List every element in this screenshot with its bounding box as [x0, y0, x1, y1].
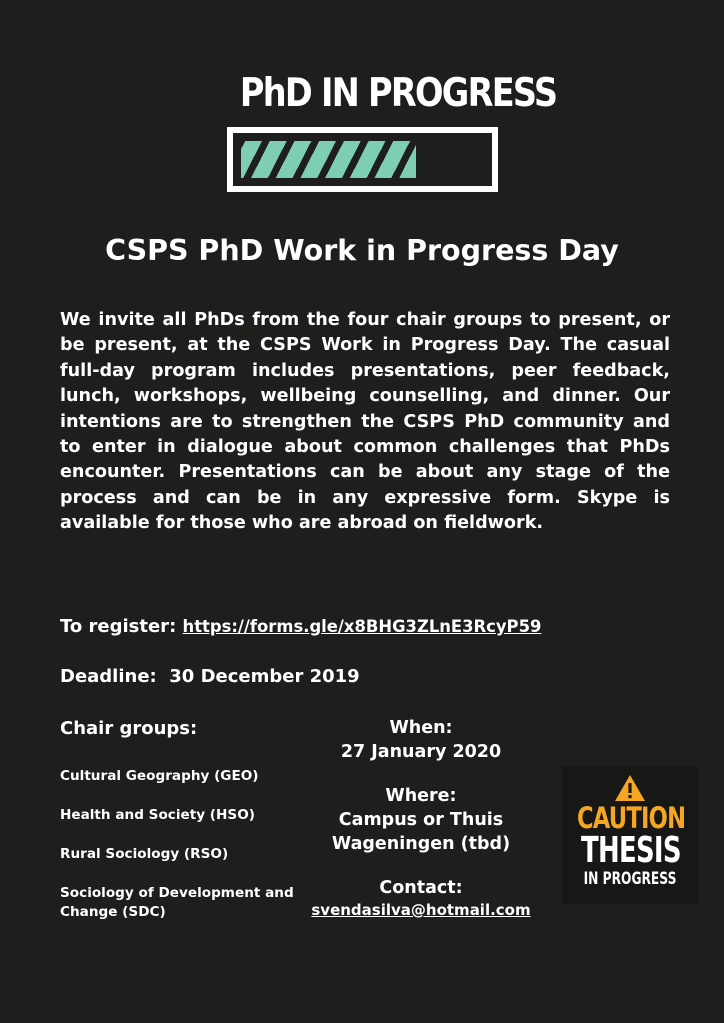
- chair-group-item: Cultural Geography (GEO): [60, 768, 259, 784]
- register-label: To register:: [60, 616, 177, 637]
- where-label: Where:: [385, 786, 457, 806]
- where-line-1: Campus or Thuis: [338, 810, 504, 830]
- chair-group-item: Health and Society (HSO): [60, 807, 255, 823]
- contact-email-link[interactable]: svendasilva@hotmail.com: [311, 901, 531, 919]
- logo-title: PhD IN PROGRESS: [239, 71, 557, 116]
- when-block: [290, 716, 552, 764]
- progress-bar: [227, 127, 498, 192]
- page-title: CSPS PhD Work in Progress Day: [105, 234, 619, 267]
- contact-block: [290, 876, 552, 920]
- where-block: [290, 784, 552, 856]
- when-value: 27 January 2020: [340, 742, 502, 762]
- chair-groups-heading: Chair groups:: [60, 718, 198, 739]
- caution-badge: [562, 766, 698, 904]
- progress-bar-fill: [241, 141, 416, 178]
- intro-paragraph: We invite all PhDs from the four chair groups to present, or be present, at the CSPS Work in Progress Day. The casual full-day program includes presentations, peer feedback, lunch, workshops, wellbeing counselling, and dinner. Our intentions are to strengthen the CSPS PhD community and to enter in dialogue about common challenges that PhDs encounter. Presentations can be about any stage of the process and can be in any expressive form. Skype is available for those who are abroad on fieldwork.: [60, 310, 670, 534]
- badge-caution-text: CAUTION: [576, 801, 686, 835]
- register-link[interactable]: https://forms.gle/x8BHG3ZLnE3RcyP59: [182, 617, 542, 636]
- where-line-2: Wageningen (tbd): [331, 834, 511, 854]
- contact-label: Contact:: [379, 878, 463, 898]
- chair-group-item: Rural Sociology (RSO): [60, 846, 229, 862]
- warning-triangle-icon: [614, 774, 646, 802]
- badge-in-progress-text: IN PROGRESS: [583, 869, 677, 889]
- badge-thesis-text: THESIS: [581, 830, 681, 871]
- when-label: When:: [389, 718, 453, 738]
- deadline-text: Deadline: 30 December 2019: [60, 666, 360, 687]
- register-line: [60, 614, 680, 640]
- chair-group-item: Sociology of Development and Change (SDC): [60, 885, 294, 920]
